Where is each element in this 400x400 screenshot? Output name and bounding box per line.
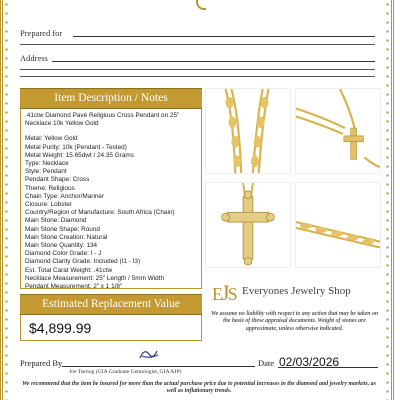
spec-row: Type: Necklace	[25, 160, 69, 168]
prepared-for-label: Prepared for	[20, 28, 63, 38]
date-label: Date	[258, 358, 275, 368]
signature-icon	[138, 346, 160, 362]
spec-row: Diamond Clarity Grade: Included (I1 - I3)	[25, 258, 141, 266]
right-dotted-border	[386, 0, 389, 400]
insurance-recommendation: We recommend that the item be insured for more than the actual purchase price due to potential increases in the diamond and jewelry markets, as well as inflationary trends.	[22, 381, 376, 395]
chain-detail-photo[interactable]	[295, 182, 381, 268]
spec-row: Metal Purity: 10k (Pendant - Tested)	[25, 143, 127, 151]
spec-row: Main Stone: Diamond	[25, 217, 87, 225]
description-box	[20, 109, 202, 289]
spec-row: Theme: Religious	[25, 184, 75, 192]
spec-row: Main Stone Quantity: 134	[25, 242, 98, 250]
liability-disclaimer: We assume no liability with respect to any action that may be taken on the basis of these appraisal documents. Weight of stones are approximate, unless otherwise indicated.	[210, 311, 379, 332]
preparer-name: Joe Tsering (GIA Graduate Gemologist, GIA AJP)	[69, 369, 182, 375]
cross-pendant-photo[interactable]	[205, 182, 291, 268]
spec-row: Diamond Color Grade: I - J	[25, 250, 102, 258]
description-column	[20, 88, 202, 341]
shop-header	[212, 282, 382, 304]
address-label: Address	[20, 53, 48, 63]
spec-row: Metal: Yellow Gold	[25, 135, 78, 143]
prepared-for-line[interactable]	[73, 36, 375, 37]
value-amount: $4,899.99	[20, 315, 202, 341]
value-banner: Estimated Replacement Value	[20, 294, 202, 315]
spec-list	[25, 135, 197, 289]
description-banner: Item Description / Notes	[20, 88, 202, 109]
shop-name: Everyones Jewelry Shop	[242, 285, 351, 297]
shop-logo: EJS	[212, 280, 236, 305]
spec-row: Est. Total Carat Weight: .41ctw	[25, 266, 113, 274]
spec-row: Country/Region of Manufacture: South Africa (Chain)	[25, 209, 175, 217]
cross-chain-photo[interactable]	[295, 88, 381, 174]
divider	[20, 69, 375, 70]
spec-row: Pendant Shape: Cross	[25, 176, 90, 184]
date-line	[278, 367, 378, 368]
photo-grid	[205, 88, 381, 268]
spec-row: Pendant Measurement: 2" x 1 1/8"	[25, 283, 123, 289]
spec-row: Style: Pendant	[25, 168, 67, 176]
address-line[interactable]	[52, 61, 375, 62]
divider	[20, 76, 375, 77]
spec-row: Metal Weight: 15.65dwt / 24.35 Grams	[25, 151, 134, 159]
signature-line[interactable]	[62, 366, 255, 367]
spec-row: Necklace Measurement: 25" Length / 5mm Width	[25, 274, 165, 282]
spec-row: Main Stone Shape: Round	[25, 225, 100, 233]
divider	[20, 44, 375, 45]
spec-row: Chain Type: Anchor/Mariner	[25, 192, 105, 200]
left-dotted-border	[5, 0, 8, 400]
item-title: .41ctw Diamond Pavé Religious Cross Pendant on 25" Necklace 10k Yellow Gold	[25, 112, 180, 128]
date-value[interactable]: 02/03/2026	[279, 355, 340, 369]
spec-row: Closure: Lobster	[25, 201, 72, 209]
chain-photo[interactable]	[205, 88, 291, 174]
spec-row: Main Stone Creation: Natural	[25, 233, 108, 241]
prepared-by-label: Prepared By	[20, 358, 63, 368]
